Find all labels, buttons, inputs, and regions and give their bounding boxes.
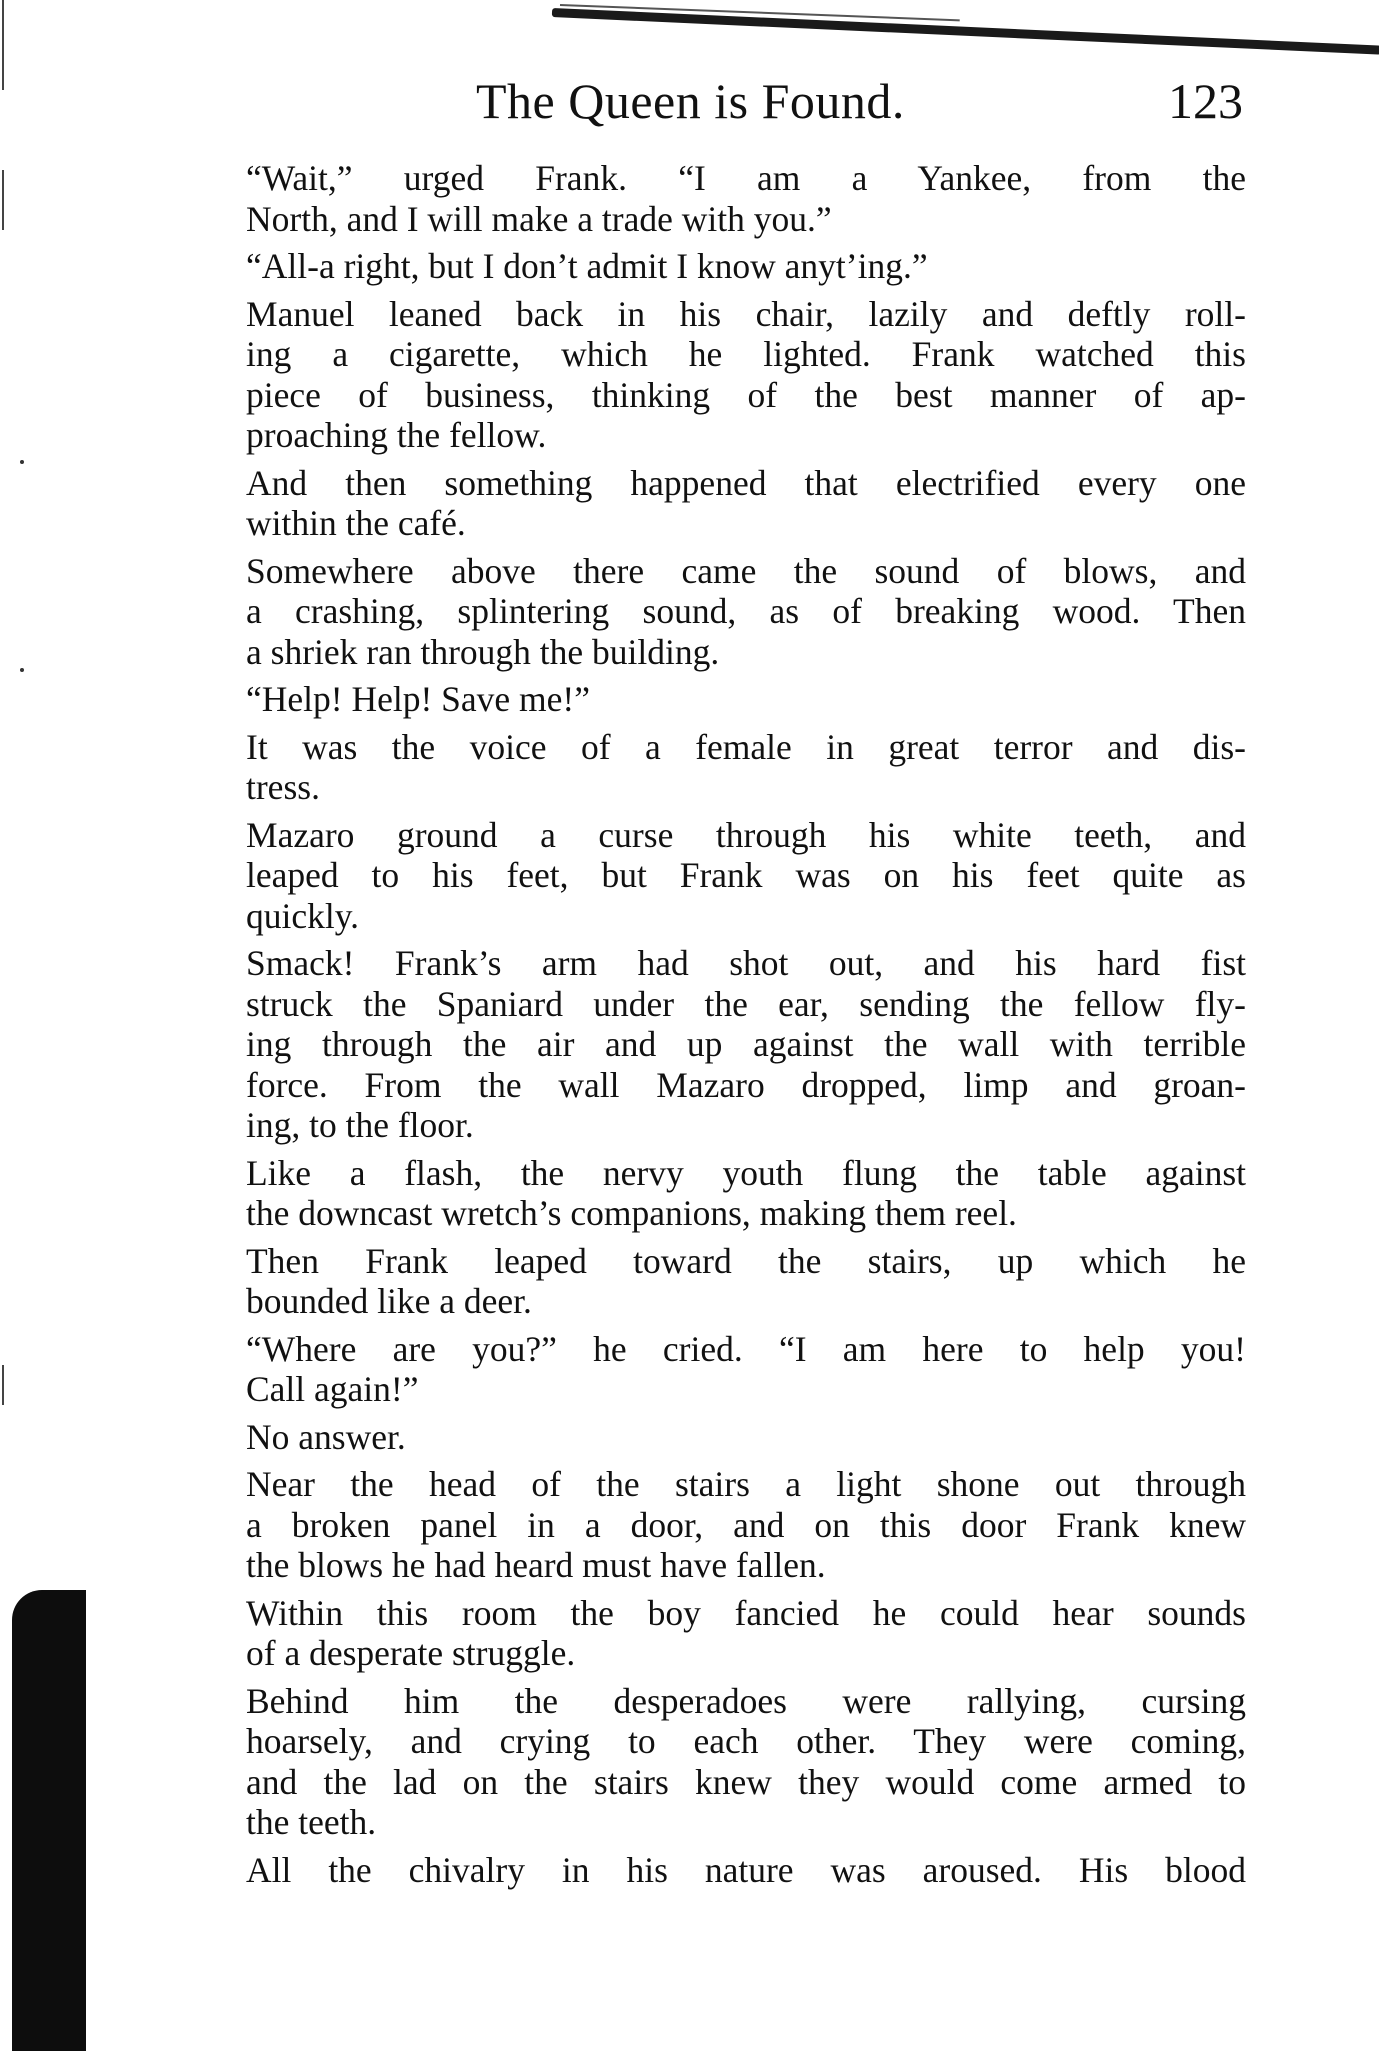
text-line: Then Frank leaped toward the stairs, up which he	[246, 1240, 1246, 1281]
scan-artifact-rule	[552, 8, 1379, 55]
text-line: the blows he had heard must have fallen.	[246, 1545, 826, 1585]
text-line: No answer.	[246, 1416, 406, 1457]
text-line: quickly.	[246, 895, 360, 936]
paragraph	[206, 294, 1246, 456]
text-line: piece of business, thinking of the best manner of ap-	[246, 374, 1246, 415]
scan-artifact-dot	[20, 668, 24, 672]
paragraph	[206, 1241, 1246, 1322]
text-line: a crashing, splintering sound, as of breaking wood. Then	[246, 591, 1246, 631]
text-line: Somewhere above there came the sound of blows, and	[246, 550, 1246, 591]
text-line: struck the Spaniard under the ear, sending the fellow fly-	[246, 983, 1246, 1024]
scan-artifact-margin-mark	[2, 0, 4, 90]
scan-artifact-margin-mark	[2, 170, 4, 230]
paragraph	[206, 1329, 1246, 1410]
text-line: North, and I will make a trade with you.”	[246, 198, 832, 239]
text-line: of a desperate struggle.	[246, 1633, 576, 1673]
text-line: “All-a right, but I don’t admit I know anyt’ing.”	[246, 246, 928, 286]
text-line: ing, to the floor.	[246, 1105, 474, 1145]
running-title: The Queen is Found.	[476, 73, 905, 129]
paragraph	[206, 727, 1246, 808]
paragraph	[206, 463, 1246, 544]
text-line: leaped to his feet, but Frank was on his feet quite as	[246, 855, 1246, 895]
text-line: and the lad on the stairs knew they would come armed to	[246, 1761, 1246, 1802]
text-line: “Wait,” urged Frank. “I am a Yankee, from the	[246, 158, 1246, 198]
text-line: ing through the air and up against the wall with terrible	[246, 1024, 1246, 1064]
text-line: bounded like a deer.	[246, 1281, 532, 1321]
text-line: proaching the fellow.	[246, 415, 547, 455]
text-line: “Help! Help! Save me!”	[246, 679, 590, 719]
text-line: tress.	[246, 767, 320, 807]
paragraph	[206, 1850, 1246, 1891]
paragraph	[206, 815, 1246, 937]
text-line: All the chivalry in his nature was aroused. His blood	[246, 1849, 1246, 1890]
text-line: It was the voice of a female in great terror and dis-	[246, 726, 1246, 767]
paragraph	[206, 1464, 1246, 1586]
text-line: Manuel leaned back in his chair, lazily and deftly roll-	[246, 293, 1246, 334]
scan-artifact-dot	[20, 460, 24, 464]
text-line: Call again!”	[246, 1369, 419, 1409]
paragraph	[206, 943, 1246, 1146]
text-line: within the café.	[246, 503, 466, 543]
paragraph	[206, 1593, 1246, 1674]
paragraph	[206, 1153, 1246, 1234]
text-line: And then something happened that electrified every one	[246, 462, 1246, 503]
text-line: Behind him the desperadoes were rallying, cursing	[246, 1680, 1246, 1721]
page-number: 123	[1168, 73, 1243, 129]
text-line: Within this room the boy fancied he could hear sounds	[246, 1592, 1246, 1633]
paragraph	[206, 246, 1246, 287]
text-line: ing a cigarette, which he lighted. Frank watched this	[246, 334, 1246, 374]
paragraph	[206, 551, 1246, 673]
text-line: the downcast wretch’s companions, making them reel.	[246, 1193, 1017, 1233]
text-line: a broken panel in a door, and on this door Frank knew	[246, 1504, 1246, 1545]
text-line: Smack! Frank’s arm had shot out, and his hard fist	[246, 943, 1246, 983]
text-line: a shriek ran through the building.	[246, 631, 720, 672]
body-text	[206, 158, 1246, 1897]
text-line: force. From the wall Mazaro dropped, limp and groan-	[246, 1064, 1246, 1105]
text-line: the teeth.	[246, 1802, 377, 1842]
scan-artifact-margin-mark	[2, 1365, 4, 1405]
scan-artifact-binding-shadow	[12, 1590, 86, 2051]
text-line: Near the head of the stairs a light shone out through	[246, 1464, 1246, 1504]
paragraph	[206, 1417, 1246, 1458]
paragraph	[206, 679, 1246, 720]
text-line: Like a flash, the nervy youth flung the table against	[246, 1152, 1246, 1193]
paragraph	[206, 158, 1246, 239]
paragraph	[206, 1681, 1246, 1843]
text-line: Mazaro ground a curse through his white teeth, and	[246, 814, 1246, 855]
text-line: hoarsely, and crying to each other. They were coming,	[246, 1721, 1246, 1761]
text-line: “Where are you?” he cried. “I am here to help you!	[246, 1328, 1246, 1369]
